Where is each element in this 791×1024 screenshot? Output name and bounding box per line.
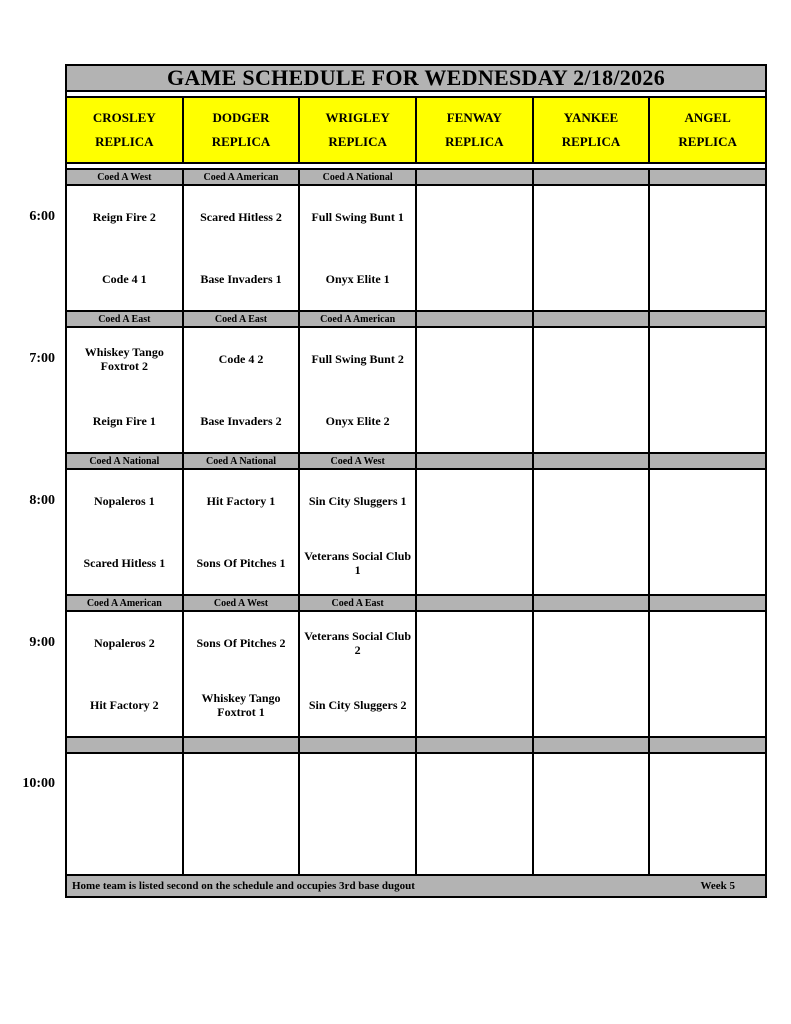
- game-cell: [417, 754, 532, 874]
- division-label: Coed A West: [300, 454, 415, 468]
- time-label-800: 8:00: [29, 493, 55, 508]
- game-cell: [534, 186, 649, 310]
- venue-type-label: REPLICA: [445, 134, 504, 149]
- home-team: Onyx Elite 1: [325, 271, 390, 286]
- away-team: [417, 754, 532, 814]
- away-team: [534, 612, 649, 674]
- game-cell: [650, 186, 765, 310]
- away-team: [417, 328, 532, 390]
- venue-name: YANKEE: [563, 110, 619, 125]
- venue-name: FENWAY: [446, 110, 502, 125]
- home-team: Veterans Social Club 1: [304, 548, 412, 577]
- game-cell: [417, 612, 532, 736]
- away-team: Reign Fire 2: [92, 209, 156, 224]
- game-cell: [67, 328, 182, 452]
- home-team: [650, 248, 765, 310]
- division-label: [417, 738, 532, 752]
- time-label-700: 7:00: [29, 351, 55, 366]
- venue-header-wrigley: [300, 98, 415, 162]
- venue-type-label: REPLICA: [561, 134, 621, 149]
- away-team: [650, 328, 765, 390]
- division-label: [650, 596, 765, 610]
- home-team: Sons Of Pitches 1: [196, 555, 286, 570]
- division-label: [300, 738, 415, 752]
- home-team: Onyx Elite 2: [325, 413, 390, 428]
- away-team: [417, 186, 532, 248]
- division-label: [650, 738, 765, 752]
- home-team: [650, 390, 765, 452]
- division-label: [650, 454, 765, 468]
- time-label-1000: 10:00: [22, 776, 55, 791]
- game-cell: [650, 612, 765, 736]
- game-cell: [417, 186, 532, 310]
- time-label-600: 6:00: [29, 209, 55, 224]
- away-team: [650, 612, 765, 674]
- game-cell: [184, 186, 299, 310]
- division-label: [417, 312, 532, 326]
- home-team: [300, 814, 415, 874]
- away-team: [534, 470, 649, 532]
- home-team: Code 4 1: [101, 271, 147, 286]
- division-label: Coed A East: [184, 312, 299, 326]
- home-team: Base Invaders 2: [200, 413, 282, 428]
- game-cell: [67, 612, 182, 736]
- away-team: Whiskey Tango Foxtrot 2: [84, 344, 164, 373]
- game-cell: [534, 470, 649, 594]
- game-cell: [417, 470, 532, 594]
- division-label: [534, 312, 649, 326]
- game-cell: [300, 328, 415, 452]
- footer-note: Home team is listed second on the schedule and occupies 3rd base dugout: [72, 880, 415, 892]
- division-label: Coed A East: [67, 312, 182, 326]
- game-cell: [184, 328, 299, 452]
- division-label: Coed A National: [67, 454, 182, 468]
- division-label: [417, 170, 532, 184]
- home-team: [534, 674, 649, 736]
- division-label: Coed A National: [184, 454, 299, 468]
- division-label: [534, 738, 649, 752]
- division-label: Coed A West: [67, 170, 182, 184]
- venue-type-label: REPLICA: [211, 134, 271, 149]
- away-team: Sin City Sluggers 1: [308, 493, 407, 508]
- game-cell: [650, 470, 765, 594]
- venue-header-yankee: [534, 98, 649, 162]
- home-team: [67, 814, 182, 874]
- home-team: Scared Hitless 1: [83, 555, 166, 570]
- away-team: Code 4 2: [218, 351, 264, 366]
- division-label: [650, 170, 765, 184]
- spacer-row: [67, 164, 765, 168]
- home-team: [650, 674, 765, 736]
- home-team: [534, 814, 649, 874]
- home-team: [650, 814, 765, 874]
- venue-name: WRIGLEY: [325, 110, 390, 125]
- venue-header-angel: [650, 98, 765, 162]
- week-label: Week 5: [700, 880, 735, 892]
- home-team: Whiskey Tango Foxtrot 1: [201, 690, 281, 719]
- home-team: [417, 248, 532, 310]
- home-team: Base Invaders 1: [200, 271, 282, 286]
- game-cell: [300, 470, 415, 594]
- game-cell: [650, 328, 765, 452]
- away-team: [534, 754, 649, 814]
- away-team: [650, 754, 765, 814]
- away-team: [417, 612, 532, 674]
- venue-header-crosley: [67, 98, 182, 162]
- game-cell: [650, 754, 765, 874]
- venue-name: ANGEL: [684, 110, 731, 125]
- division-label: Coed A West: [184, 596, 299, 610]
- home-team: Hit Factory 2: [90, 697, 159, 712]
- home-team: Reign Fire 1: [92, 413, 156, 428]
- division-label: [417, 454, 532, 468]
- game-cell: [184, 470, 299, 594]
- home-team: Sin City Sluggers 2: [308, 697, 407, 712]
- away-team: [417, 470, 532, 532]
- venue-name: DODGER: [212, 110, 270, 125]
- game-cell: [67, 186, 182, 310]
- division-label: [650, 312, 765, 326]
- division-label: [534, 454, 649, 468]
- home-team: [650, 532, 765, 594]
- schedule-title: GAME SCHEDULE FOR WEDNESDAY 2/18/2026: [67, 66, 765, 90]
- venue-type-label: REPLICA: [328, 134, 387, 149]
- division-label: Coed A National: [300, 170, 415, 184]
- spacer-row: [67, 92, 765, 96]
- away-team: Hit Factory 1: [206, 493, 276, 508]
- venue-name: CROSLEY: [92, 110, 156, 125]
- division-label: [184, 738, 299, 752]
- game-cell: [534, 612, 649, 736]
- division-label: [67, 738, 182, 752]
- away-team: [67, 754, 182, 814]
- away-team: [300, 754, 415, 814]
- game-cell: [184, 612, 299, 736]
- game-cell: [300, 754, 415, 874]
- away-team: [650, 186, 765, 248]
- home-team: [417, 674, 532, 736]
- away-team: [184, 754, 299, 814]
- away-team: Sons Of Pitches 2: [196, 635, 286, 650]
- home-team: [534, 390, 649, 452]
- game-cell: [300, 612, 415, 736]
- division-label: [534, 170, 649, 184]
- venue-header-dodger: [184, 98, 299, 162]
- away-team: Full Swing Bunt 2: [311, 351, 404, 366]
- home-team: [184, 814, 299, 874]
- away-team: Full Swing Bunt 1: [311, 209, 404, 224]
- division-label: Coed A American: [184, 170, 299, 184]
- away-team: Veterans Social Club 2: [304, 628, 412, 657]
- away-team: Nopaleros 2: [93, 635, 155, 650]
- venue-type-label: REPLICA: [678, 134, 737, 149]
- game-cell: [184, 754, 299, 874]
- schedule-footer: [67, 876, 765, 896]
- game-cell: [417, 328, 532, 452]
- division-label: Coed A American: [300, 312, 415, 326]
- game-cell: [300, 186, 415, 310]
- away-team: [534, 328, 649, 390]
- home-team: [417, 390, 532, 452]
- home-team: [417, 814, 532, 874]
- home-team: [417, 532, 532, 594]
- venue-header-fenway: [417, 98, 532, 162]
- division-label: [417, 596, 532, 610]
- away-team: [534, 186, 649, 248]
- away-team: Nopaleros 1: [93, 493, 155, 508]
- division-label: Coed A East: [300, 596, 415, 610]
- home-team: [534, 532, 649, 594]
- away-team: [650, 470, 765, 532]
- game-cell: [67, 754, 182, 874]
- home-team: [534, 248, 649, 310]
- division-label: Coed A American: [67, 596, 182, 610]
- game-cell: [534, 754, 649, 874]
- away-team: Scared Hitless 2: [200, 209, 282, 224]
- game-cell: [534, 328, 649, 452]
- schedule-table: [65, 64, 767, 898]
- game-cell: [67, 470, 182, 594]
- time-label-900: 9:00: [29, 635, 55, 650]
- division-label: [534, 596, 649, 610]
- venue-type-label: REPLICA: [95, 134, 154, 149]
